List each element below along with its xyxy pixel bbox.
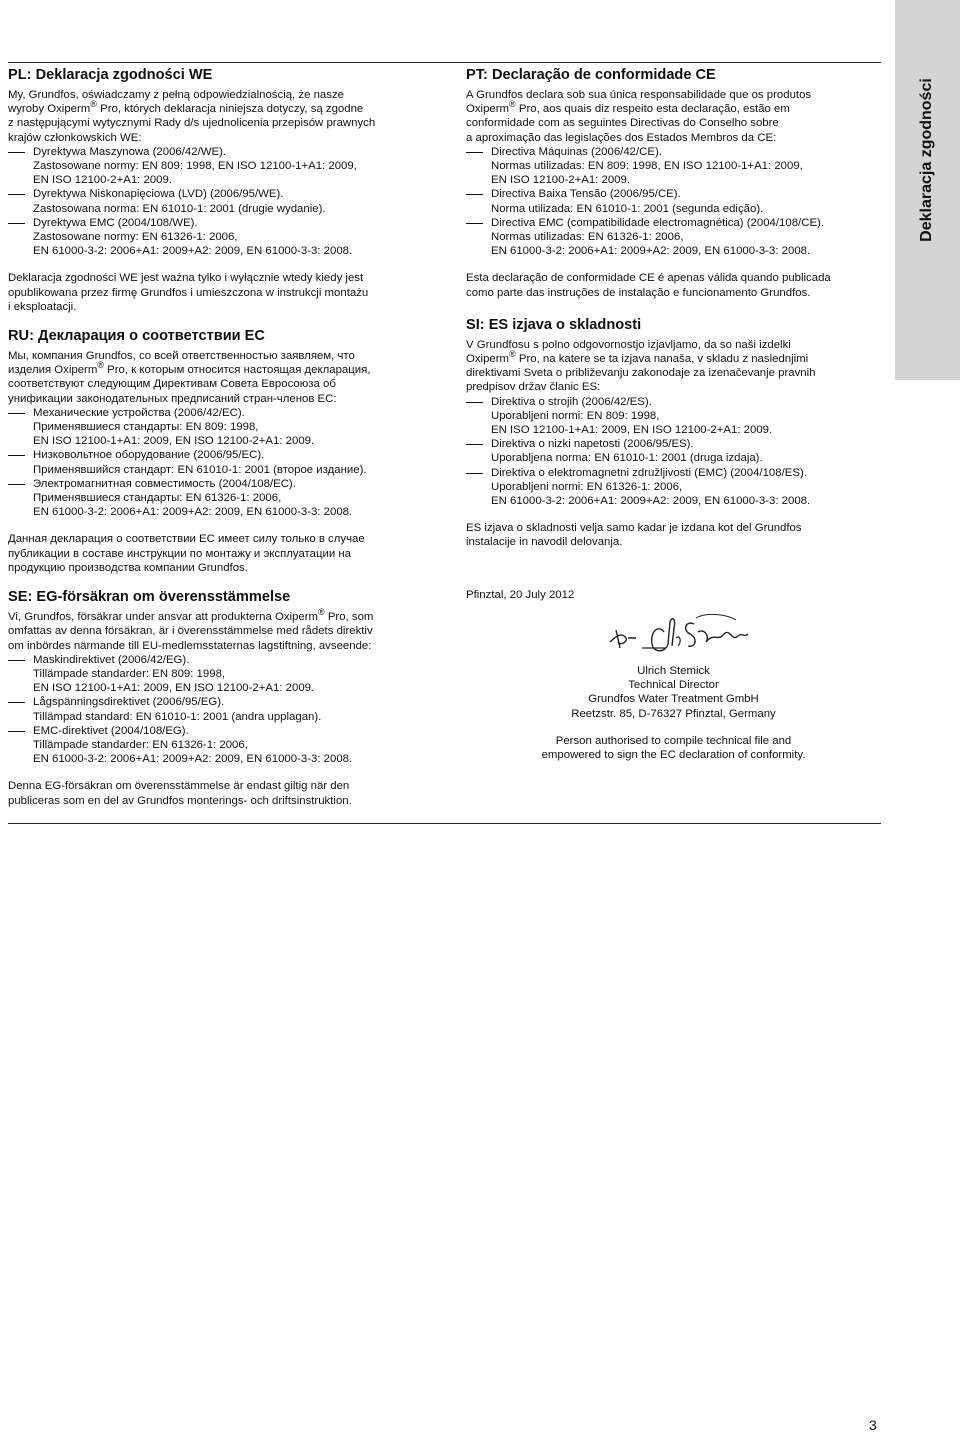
signatory-company: Grundfos Water Treatment GmbH bbox=[588, 693, 759, 706]
section-title-pl: PL: Deklaracja zgodności WE bbox=[8, 67, 213, 83]
section-title-si: SI: ES izjava o skladnosti bbox=[466, 316, 642, 333]
section-ru bbox=[8, 327, 438, 575]
handwritten-signature-icon bbox=[606, 602, 756, 662]
intro-pt: A Grundfos declara sob sua única responsabilidade que os produtos Oxiperm® Pro, aos quais diz respeito esta declaração, estão em conformidade com as seguintes Directivas do Conselho sobre a aproximação das legislações dos Estados Membros da CE: bbox=[466, 89, 812, 144]
top-rule bbox=[8, 62, 881, 63]
directive-item: Lågspänningsdirektivet (2006/95/EG). Tillämpad standard: EN 61010-1: 2001 (andra upplagan). bbox=[8, 695, 438, 723]
closing-pl: Deklaracja zgodności WE jest ważna tylko i wyłącznie wtedy kiedy jest opublikowana przez firmę Grundfos i umieszczona w instrukcji montażu i eksploatacji. bbox=[8, 272, 369, 313]
directive-list-se bbox=[8, 653, 438, 767]
registered-mark: ® bbox=[97, 360, 104, 371]
section-si bbox=[466, 316, 881, 550]
directive-list-si bbox=[466, 395, 881, 509]
section-pl bbox=[8, 66, 438, 314]
right-column bbox=[466, 66, 881, 762]
signatory-address: Reetzstr. 85, D-76327 Pfinztal, Germany bbox=[571, 707, 776, 720]
closing-si: ES izjava o skladnosti velja samo kadar je izdana kot del Grundfos instalacije in navodil delovanja. bbox=[466, 522, 802, 549]
directive-item: Dyrektywa Niskonapięciowa (LVD) (2006/95/WE). Zastosowana norma: EN 61010-1: 2001 (drugie wydanie). bbox=[8, 187, 438, 215]
signatory-note: Person authorised to compile technical file and empowered to sign the EC declaration of conformity. bbox=[541, 734, 806, 761]
left-column bbox=[8, 66, 438, 808]
directive-item: Directiva Máquinas (2006/42/CE). Normas utilizadas: EN 809: 1998, EN ISO 12100-1+A1: 2009, EN ISO 12100-2+A1: 2009. bbox=[466, 145, 881, 188]
signatory-name: Ulrich Stemick bbox=[637, 664, 710, 677]
section-title-pt: PT: Declaração de conformidade CE bbox=[466, 67, 716, 83]
section-title-se: SE: EG-försäkran om överensstämmelse bbox=[8, 589, 291, 606]
directive-item: Direktiva o elektromagnetni združljivosti (EMC) (2004/108/ES). Uporabljeni normi: EN 61326-1: 2006, EN 61000-3-2: 2006+A1: 2009+A2: 2009, EN 61000-3-3: 2008. bbox=[466, 466, 881, 509]
signatory-title: Technical Director bbox=[628, 679, 719, 692]
bottom-rule bbox=[8, 823, 881, 824]
intro-pl: My, Grundfos, oświadczamy z pełną odpowiedzialnością, że nasze wyroby Oxiperm® Pro, których deklaracja niniejsza dotyczy, są zgodne z następującymi wytycznymi Rady d/s ujednolicenia przepisów prawnych krajów członkowskich WE: bbox=[8, 89, 376, 144]
registered-mark: ® bbox=[90, 99, 97, 110]
registered-mark: ® bbox=[318, 607, 325, 618]
page-number: 3 bbox=[869, 1417, 877, 1433]
signature bbox=[466, 602, 881, 664]
place-date: Pfinztal, 20 July 2012 bbox=[466, 588, 575, 601]
sidebar-tab-label: Deklaracja zgodności bbox=[918, 78, 935, 242]
closing-ru: Данная декларация о соответствии ЕС имеет силу только в случае публикации в составе инструкции по монтажу и эксплуатации на продукцию производства компании Grundfos. bbox=[8, 533, 365, 574]
signature-section bbox=[466, 588, 881, 762]
directive-item: EMC-direktivet (2004/108/EG). Tillämpade standarder: EN 61326-1: 2006, EN 61000-3-2: 2006+A1: 2009+A2: 2009, EN 61000-3-3: 2008. bbox=[8, 724, 438, 767]
registered-mark: ® bbox=[509, 99, 516, 110]
closing-pt: Esta declaração de conformidade CE é apenas válida quando publicada como parte das instruções de instalação e funcionamento Grundfos. bbox=[466, 272, 831, 299]
directive-item: Электромагнитная совместимость (2004/108/EC). Применявшиеся стандарты: EN 61326-1: 2006, EN 61000-3-2: 2006+A1: 2009+A2: 2009, EN 61000-3-3: 2008. bbox=[8, 477, 438, 520]
directive-item: Directiva EMC (compatibilidade electromagnética) (2004/108/CE). Normas utilizadas: EN 61326-1: 2006, EN 61000-3-2: 2006+A1: 2009+A2: 2009, EN 61000-3-3: 2008. bbox=[466, 216, 881, 259]
directive-item: Direktiva o nizki napetosti (2006/95/ES). Uporabljena norma: EN 61010-1: 2001 (druga izdaja). bbox=[466, 437, 881, 465]
directive-item: Maskindirektivet (2006/42/EG). Tillämpade standarder: EN 809: 1998, EN ISO 12100-1+A1: 2009, EN ISO 12100-2+A1: 2009. bbox=[8, 653, 438, 696]
directive-list-pl bbox=[8, 145, 438, 259]
intro-si: V Grundfosu s polno odgovornostjo izjavljamo, da so naši izdelki Oxiperm® Pro, na katere se ta izjava nanaša, v skladu z naslednjimi direktivami Sveta o približevanju zakonodaje za izenačevanje pravnih predpisov držav članic ES: bbox=[466, 338, 816, 394]
directive-item: Directiva Baixa Tensão (2006/95/CE). Norma utilizada: EN 61010-1: 2001 (segunda edição). bbox=[466, 187, 881, 215]
directive-list-pt bbox=[466, 145, 881, 259]
sidebar-tab bbox=[895, 0, 960, 380]
directive-list-ru bbox=[8, 406, 438, 520]
directive-item: Direktiva o strojih (2006/42/ES). Uporabljeni normi: EN 809: 1998, EN ISO 12100-1+A1: 2009, EN ISO 12100-2+A1: 2009. bbox=[466, 395, 881, 438]
directive-item: Dyrektywa EMC (2004/108/WE). Zastosowane normy: EN 61326-1: 2006, EN 61000-3-2: 2006+A1: 2009+A2: 2009, EN 61000-3-3: 2008. bbox=[8, 216, 438, 259]
section-title-ru: RU: Декларация о соответствии ЕС bbox=[8, 328, 265, 345]
closing-se: Denna EG-försäkran om överensstämmelse är endast giltig när den publiceras som en del av Grundfos monterings- och driftsinstruktion. bbox=[8, 780, 352, 807]
registered-mark: ® bbox=[509, 349, 516, 360]
directive-item: Dyrektywa Maszynowa (2006/42/WE). Zastosowane normy: EN 809: 1998, EN ISO 12100-1+A1: 2009, EN ISO 12100-2+A1: 2009. bbox=[8, 145, 438, 188]
directive-item: Низковольтное оборудование (2006/95/EC). Применявшийся стандарт: EN 61010-1: 2001 (второе издание). bbox=[8, 448, 438, 476]
signatory-block bbox=[466, 602, 881, 762]
section-se bbox=[8, 588, 438, 808]
intro-se: Vi, Grundfos, försäkrar under ansvar att produkterna Oxiperm® Pro, som omfattas av denna försäkran, är i överensstämmelse med rådets direktiv om inbördes närmande till EU-medlemsstaternas lagstiftning, avseende: bbox=[8, 607, 374, 652]
section-pt bbox=[466, 66, 881, 300]
directive-item: Механические устройства (2006/42/EC). Применявшиеся стандарты: EN 809: 1998, EN ISO 12100-1+A1: 2009, EN ISO 12100-2+A1: 2009. bbox=[8, 406, 438, 449]
intro-ru: Мы, компания Grundfos, со всей ответственностью заявляем, что изделия Oxiperm® Pro, к которым относится настоящая декларация, соответствуют следующим Директивам Совета Евросоюза об унификации законодательных предписаний стран-членов ЕС: bbox=[8, 350, 371, 405]
